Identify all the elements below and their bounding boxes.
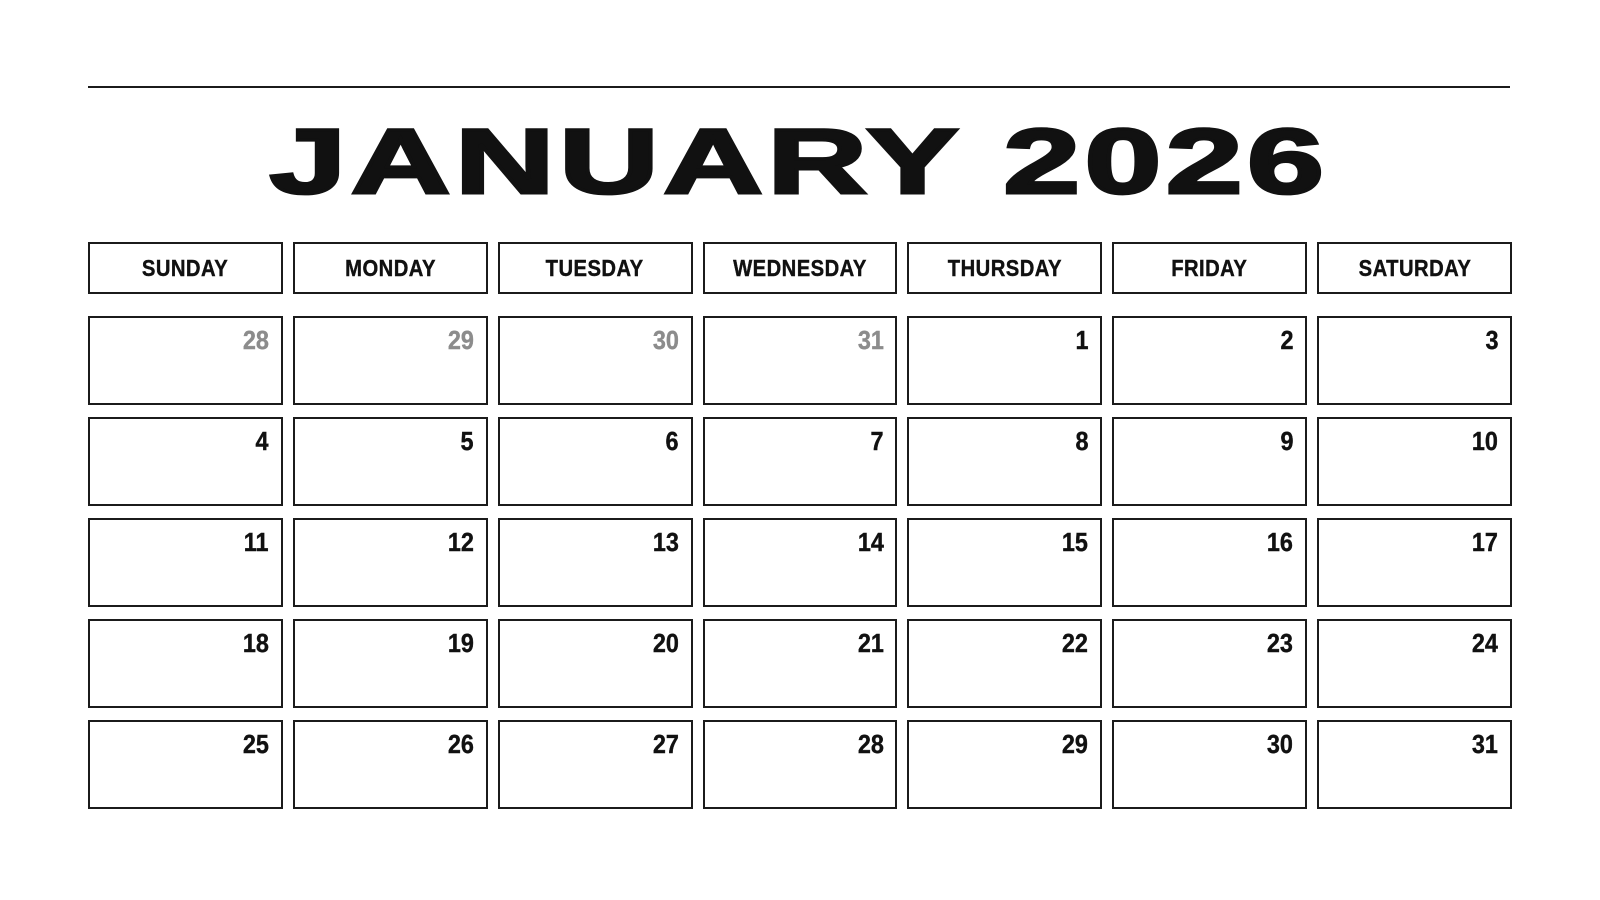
weekday-label: TUESDAY (546, 254, 645, 281)
weekday-label: SATURDAY (1358, 254, 1471, 281)
page-title-area (88, 112, 1510, 212)
day-number: 8 (1075, 426, 1089, 456)
day-number: 14 (857, 527, 884, 557)
day-cell (88, 417, 283, 506)
day-cell (498, 720, 693, 809)
weekday-label: THURSDAY (947, 254, 1062, 281)
weekday-label: FRIDAY (1171, 254, 1248, 281)
day-cell (88, 720, 283, 809)
day-number: 28 (242, 325, 269, 355)
day-cell (1112, 518, 1307, 607)
weekday-header-monday (293, 242, 488, 294)
day-cell (88, 518, 283, 607)
day-number: 17 (1471, 527, 1498, 557)
day-cell (1317, 316, 1512, 405)
weekday-header-tuesday (498, 242, 693, 294)
day-cell (498, 619, 693, 708)
day-number: 13 (652, 527, 679, 557)
day-number: 24 (1471, 628, 1498, 658)
day-cell (293, 518, 488, 607)
day-cell (88, 619, 283, 708)
day-number: 9 (1280, 426, 1294, 456)
day-number: 29 (1062, 729, 1089, 759)
day-cell (1317, 518, 1512, 607)
day-cell (1112, 316, 1307, 405)
weekday-header-friday (1112, 242, 1307, 294)
day-number: 31 (857, 325, 884, 355)
day-number: 10 (1471, 426, 1498, 456)
day-number: 15 (1062, 527, 1089, 557)
weekday-label: MONDAY (344, 254, 436, 281)
day-number: 29 (447, 325, 474, 355)
day-number: 5 (460, 426, 474, 456)
day-cell (907, 417, 1102, 506)
day-cell (88, 316, 283, 405)
weekday-label: SUNDAY (142, 254, 229, 281)
day-number: 18 (242, 628, 269, 658)
day-number: 20 (652, 628, 679, 658)
day-cell (1317, 720, 1512, 809)
day-number: 21 (857, 628, 884, 658)
day-cell (1112, 417, 1307, 506)
day-number: 11 (244, 527, 269, 557)
day-cell (907, 518, 1102, 607)
day-cell (293, 720, 488, 809)
day-number: 25 (242, 729, 269, 759)
day-number: 28 (857, 729, 884, 759)
day-number: 3 (1484, 325, 1498, 355)
day-number: 26 (447, 729, 474, 759)
day-cell (498, 316, 693, 405)
weekday-header-row (88, 242, 1512, 294)
day-cell (907, 619, 1102, 708)
day-number: 31 (1471, 729, 1498, 759)
day-cell (498, 518, 693, 607)
day-cell (703, 720, 898, 809)
day-cell (703, 417, 898, 506)
day-number: 12 (447, 527, 474, 557)
day-cell (703, 518, 898, 607)
weekday-header-sunday (88, 242, 283, 294)
day-cell (1317, 417, 1512, 506)
day-number: 30 (1267, 729, 1294, 759)
day-number: 6 (665, 426, 679, 456)
day-cell (1317, 619, 1512, 708)
day-number: 16 (1267, 527, 1294, 557)
month-title: JANUARY 2026 (269, 111, 1329, 213)
weekday-header-wednesday (703, 242, 898, 294)
day-cell (293, 417, 488, 506)
day-cell (1112, 619, 1307, 708)
day-cell (1112, 720, 1307, 809)
weekday-header-thursday (907, 242, 1102, 294)
day-cell (907, 720, 1102, 809)
day-number: 27 (652, 729, 679, 759)
day-cell (498, 417, 693, 506)
weekday-header-saturday (1317, 242, 1512, 294)
day-cell (907, 316, 1102, 405)
day-number: 1 (1075, 325, 1089, 355)
day-cell (703, 316, 898, 405)
day-number: 7 (870, 426, 884, 456)
calendar-grid (88, 316, 1512, 809)
day-number: 23 (1267, 628, 1294, 658)
weekday-label: WEDNESDAY (733, 254, 867, 281)
day-cell (293, 619, 488, 708)
day-number: 2 (1280, 325, 1294, 355)
day-number: 22 (1062, 628, 1089, 658)
header-divider-rule (88, 86, 1510, 88)
day-number: 19 (447, 628, 474, 658)
day-cell (703, 619, 898, 708)
day-number: 4 (255, 426, 269, 456)
day-number: 30 (652, 325, 679, 355)
day-cell (293, 316, 488, 405)
